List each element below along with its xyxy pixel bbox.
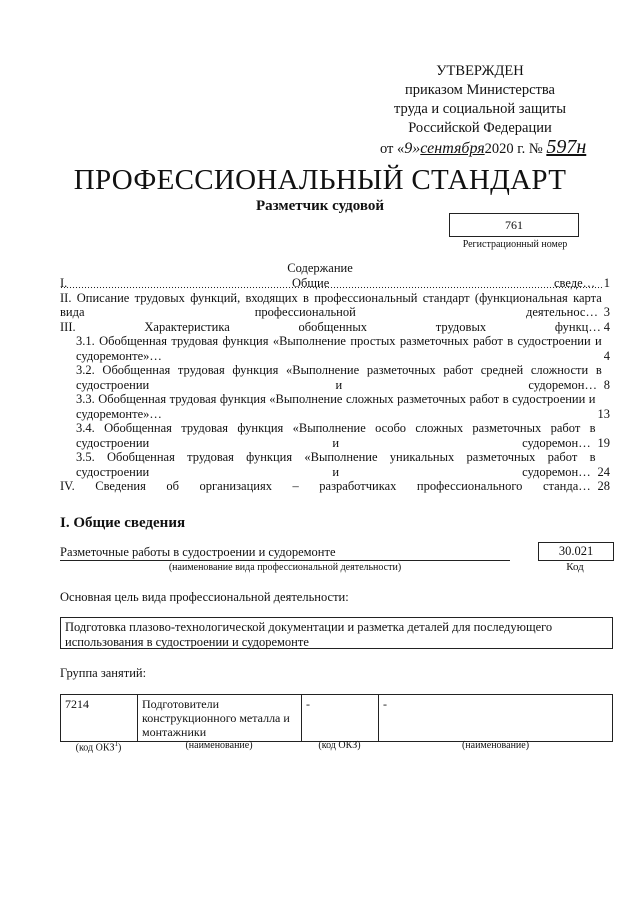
occupation-group-label: Группа занятий:: [60, 666, 147, 680]
okz-code-cell-2: -: [302, 695, 379, 742]
toc-item-text: IV. Сведения об организациях – разработчиках профессионального стандарта: [60, 479, 596, 493]
okz-code-caption-text: (код ОКЗ: [75, 742, 115, 754]
toc-item-page: 1: [603, 276, 610, 290]
activity-name: Разметочные работы в судостроении и судоремонте: [60, 544, 510, 561]
order-prefix: от «: [380, 141, 405, 157]
toc-item-page: 8: [603, 377, 610, 392]
toc-item-page: 3: [603, 305, 610, 319]
activity-code-caption: Код: [566, 561, 584, 573]
toc-heading: Содержание: [287, 261, 353, 275]
toc-item-text: II. Описание трудовых функций, входящих в профессиональный стандарт (функциональная карта вида профессиональной деятельности): [60, 290, 602, 319]
toc-item-3-1[interactable]: [60, 334, 610, 363]
approval-block: [380, 62, 587, 159]
occupation-group-table: [60, 694, 613, 742]
approval-line-3: труда и социальной защиты: [394, 101, 566, 117]
section-title: I. Общие сведения: [60, 515, 186, 531]
toc-item-page: 4: [603, 319, 610, 334]
toc-item-page: 4: [603, 348, 610, 363]
table-of-contents: [60, 276, 610, 494]
toc-item-3[interactable]: [60, 320, 610, 335]
okz-code-caption-2: (код ОКЗ): [318, 740, 361, 751]
okz-code-cell-1: 7214: [61, 695, 138, 742]
occupation-name-caption-1: (наименование): [185, 740, 253, 751]
toc-item-3-4[interactable]: [60, 421, 610, 450]
toc-item-2[interactable]: [60, 291, 610, 320]
toc-item-4[interactable]: [60, 479, 610, 494]
toc-item-text: 3.5. Обобщенная трудовая функция «Выполнение уникальных разметочных работ в судостроении и судоремонте»: [76, 450, 596, 479]
toc-item-page: 19: [597, 435, 610, 450]
occupation-table-captions: [60, 740, 613, 753]
order-number: 597н: [546, 136, 587, 158]
toc-item-text: 3.2. Обобщенная трудовая функция «Выполнение разметочных работ средней сложности в судостроении и судоремонте»: [76, 363, 602, 392]
registration-number-caption: Регистрационный номер: [462, 239, 568, 250]
toc-item-page: 28: [597, 479, 610, 493]
order-date-number: [380, 136, 587, 159]
toc-item-3-5[interactable]: [60, 450, 610, 479]
toc-item-text: 3.4. Обобщенная трудовая функция «Выполнение особо сложных разметочных работ в судостроении и судоремонте»: [76, 421, 596, 450]
occupation-name-cell-2: -: [379, 695, 613, 742]
document-title: ПРОФЕССИОНАЛЬНЫЙ СТАНДАРТ: [73, 164, 567, 196]
approval-line-4: Российской Федерации: [408, 120, 552, 136]
okz-code-caption-close: ): [118, 742, 122, 754]
activity-name-caption: (наименование вида профессиональной деятельности): [168, 562, 402, 573]
occupation-name-cell-1: Подготовители конструкционного металла и монтажники: [138, 695, 302, 742]
toc-item-text: 3.3. Обобщенная трудовая функция «Выполнение сложных разметочных работ в судостроении и судоремонте»: [76, 392, 596, 421]
toc-item-text: I. Общие сведения: [60, 276, 602, 290]
registration-number-box: 761: [449, 213, 579, 237]
activity-code-box: 30.021: [538, 542, 614, 561]
occupation-name-caption-2: (наименование): [461, 740, 530, 751]
footnote-marker: 1: [114, 740, 119, 748]
toc-item-page: 13: [597, 406, 610, 421]
okz-code-caption-1: [60, 740, 137, 753]
toc-item-page: 24: [597, 464, 610, 479]
order-year: 2020 г. №: [484, 141, 543, 157]
purpose-text-box: Подготовка плазово-технологической документации и разметка деталей для последующего использования в судостроении и судоремонте: [60, 617, 613, 649]
approval-line-2: приказом Министерства: [405, 82, 555, 98]
toc-item-3-3[interactable]: [60, 392, 610, 421]
toc-item-text: III. Характеристика обобщенных трудовых функций: [60, 319, 602, 334]
approval-title: УТВЕРЖДЕН: [436, 63, 524, 79]
toc-item-3-2[interactable]: [60, 363, 610, 392]
order-month: сентября: [420, 140, 485, 157]
purpose-label: Основная цель вида профессиональной деятельности:: [60, 590, 349, 604]
document-subtitle: Разметчик судовой: [255, 198, 385, 214]
toc-item-text: 3.1. Обобщенная трудовая функция «Выполнение простых разметочных работ в судостроении и судоремонте»: [76, 334, 602, 363]
table-row: [61, 695, 613, 742]
toc-item-1[interactable]: [60, 276, 610, 291]
order-day: 9»: [404, 140, 421, 157]
